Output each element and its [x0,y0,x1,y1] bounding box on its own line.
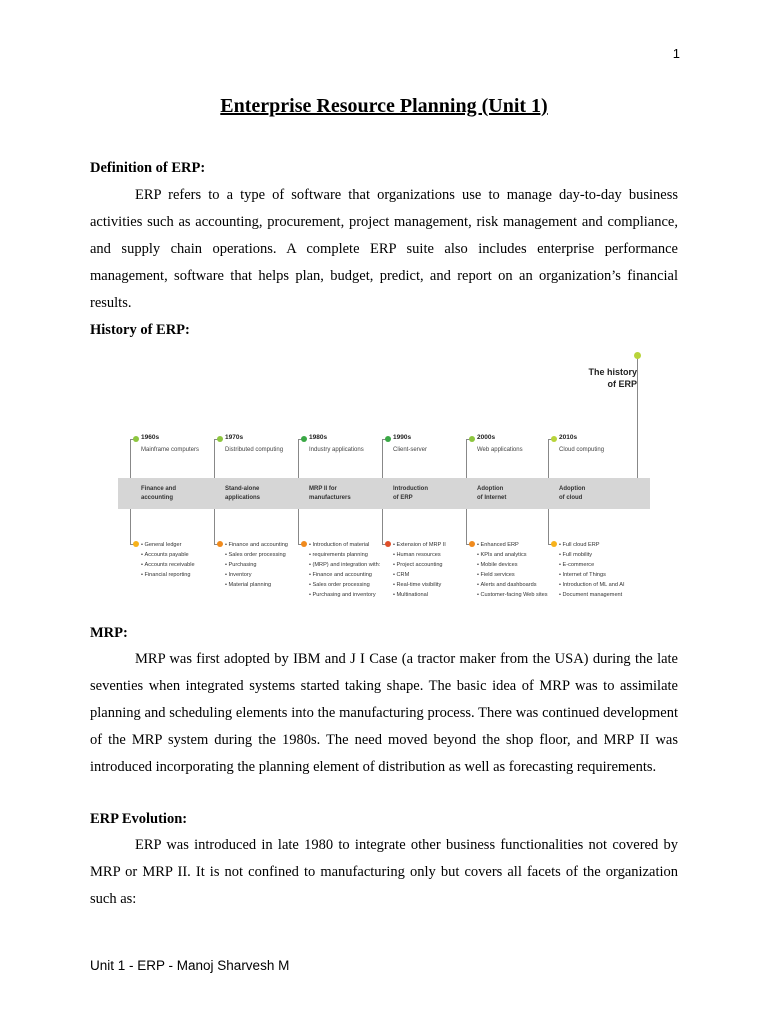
era-connector-bottom [548,509,549,545]
definition-paragraph [90,182,678,317]
era-feature-item: • Accounts payable [141,550,195,560]
history-heading: History of ERP: [90,322,190,338]
era-milestone: Adoption of cloud [559,486,586,501]
figure-title [588,366,637,390]
era-connector-top [130,439,131,478]
era-feature-item: • Purchasing [225,560,288,570]
era-feature-item: • Material planning [225,580,288,590]
era-feature-item: • Finance and accounting [309,570,380,580]
era-dot-bottom [469,541,475,547]
era-connector-bottom [214,509,215,545]
era-technology: Mainframe computers [141,447,200,453]
era-milestone: MRP II for manufacturers [309,486,351,501]
era-feature-item: • Enhanced ERP [477,540,548,550]
era-milestone: Introduction of ERP [393,486,428,501]
era-feature-item: • Field services [477,570,548,580]
era-connector-bottom [382,509,383,545]
era-dot-top [385,436,391,442]
era-connector-top [548,439,549,478]
era-feature-item: • Mobile devices [477,560,548,570]
era-feature-item: • Finance and accounting [225,540,288,550]
era-dot-bottom [217,541,223,547]
era-dot-top [217,436,223,442]
era-feature-item: • Accounts receivable [141,560,195,570]
definition-text: ERP refers to a type of software that organizations use to manage day-to-day business activities such as accounting, procurement, project management, risk management and compliance, and supply chain operations. A complete ERP suite also includes enterprise performance management, software that helps plan, budget, predict, and report on an organization’s financial results. [90,187,678,311]
era-feature-item: • Real-time visibility [393,580,446,590]
era-decade: 1970s [225,434,244,441]
erp-history-figure [118,345,650,607]
era-connector-bottom [298,509,299,545]
mrp-paragraph [90,646,678,781]
era-connector-top [466,439,467,478]
era-feature-item: • Sales order processing [309,580,380,590]
era-feature-item: • E-commerce [559,560,625,570]
era-feature-item: • Document management [559,590,625,600]
era-feature-item: • Purchasing and inventory [309,590,380,600]
era-feature-item: • Introduction of ML and AI [559,580,625,590]
era-decade: 1990s [393,434,412,441]
era-technology: Distributed computing [225,447,284,453]
era-feature-item: • Financial reporting [141,570,195,580]
era-milestone: Finance and accounting [141,486,177,501]
era-feature-item: • Internet of Things [559,570,625,580]
era-dot-bottom [385,541,391,547]
era-column [372,433,458,607]
era-column [538,433,624,607]
era-dot-bottom [551,541,557,547]
era-decade: 2010s [559,434,578,441]
era-feature-list [309,540,380,601]
evolution-paragraph [90,832,678,913]
evolution-heading: ERP Evolution: [90,811,188,827]
era-feature-item: • KPIs and analytics [477,550,548,560]
era-column [456,433,548,607]
era-decade: 1980s [309,434,328,441]
page-title: Enterprise Resource Planning (Unit 1) [220,95,548,117]
era-dot-bottom [133,541,139,547]
era-feature-item: • Alerts and dashboards [477,580,548,590]
era-connector-bottom [130,509,131,545]
era-feature-item: • requirements planning [309,550,380,560]
era-feature-item: • (MRP) and integration with: [309,560,380,570]
era-connector-top [298,439,299,478]
era-column [120,433,206,607]
era-technology: Client-server [393,447,428,453]
era-feature-item: • Project accounting [393,560,446,570]
era-connector-top [382,439,383,478]
era-feature-item: • Full mobility [559,550,625,560]
era-dot-top [469,436,475,442]
era-technology: Industry applications [309,447,364,453]
era-column [204,433,290,607]
era-feature-item: • Multinational [393,590,446,600]
era-technology: Cloud computing [559,447,605,453]
era-decade: 1960s [141,434,160,441]
era-feature-item: • Customer-facing Web sites [477,590,548,600]
era-feature-list [559,540,625,601]
definition-heading: Definition of ERP: [90,160,206,176]
era-feature-item: • Sales order processing [225,550,288,560]
era-dot-bottom [301,541,307,547]
era-connector-top [214,439,215,478]
figure-main-dot [634,352,641,359]
era-feature-list [477,540,548,601]
era-feature-item: • General ledger [141,540,195,550]
era-feature-list [141,540,195,580]
era-decade: 2000s [477,434,496,441]
era-column [288,433,381,607]
era-feature-item: • Full cloud ERP [559,540,625,550]
figure-title-line2: of ERP [607,379,637,389]
era-milestone: Adoption of Internet [477,486,507,501]
era-feature-item: • Extension of MRP II [393,540,446,550]
era-technology: Web applications [477,447,523,453]
era-dot-top [301,436,307,442]
era-feature-item: • Introduction of material [309,540,380,550]
era-connector-bottom [466,509,467,545]
era-dot-top [551,436,557,442]
figure-main-line [637,356,638,492]
era-feature-item: • Inventory [225,570,288,580]
era-feature-item: • CRM [393,570,446,580]
page-number: 1 [672,46,680,61]
era-feature-list [225,540,288,590]
mrp-text: MRP was first adopted by IBM and J I Case (a tractor maker from the USA) during the late seventies when integrated systems started taking shape. The basic idea of MRP was to assimilate planning and scheduling elements into the manufacturing process. There was continued development of the MRP system during the 1980s. The need moved beyond the shop floor, and MRP II was introduced incorporating the planning element of distribution as well as forecasting requirements. [90,651,678,775]
evolution-text: ERP was introduced in late 1980 to integrate other business functionalities not covered by MRP or MRP II. It is not confined to manufacturing only but covers all facets of the organization such as: [90,837,678,907]
era-milestone: Stand-alone applications [225,486,261,501]
mrp-heading: MRP: [90,625,128,641]
era-dot-top [133,436,139,442]
figure-title-line1: The history [588,367,637,377]
page-footer: Unit 1 - ERP - Manoj Sharvesh M [90,958,290,973]
era-feature-item: • Human resources [393,550,446,560]
era-feature-list [393,540,446,601]
